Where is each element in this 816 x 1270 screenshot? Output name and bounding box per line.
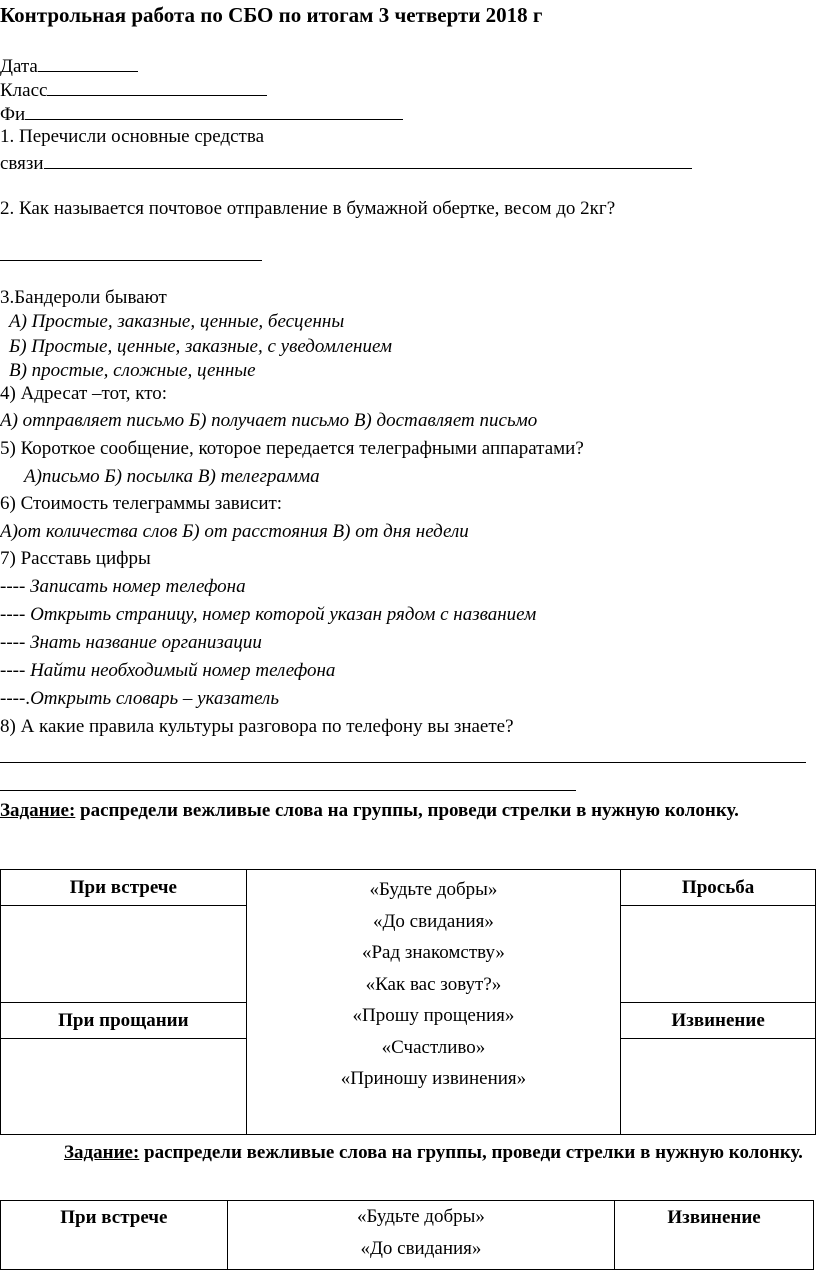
farewell-answer-cell[interactable] — [1, 1039, 247, 1135]
q7-item-text: Знать название организации — [30, 632, 262, 653]
q7-item — [0, 632, 262, 654]
word-item[interactable]: «До свидания» — [360, 1237, 482, 1259]
q7-item-dash[interactable]: ---- — [0, 660, 31, 681]
task1-text: распредели вежливые слова на группы, проведи стрелки в нужную колонку. — [75, 800, 739, 821]
class-field[interactable] — [0, 79, 267, 102]
task2-text: распредели вежливые слова на группы, проведи стрелки в нужную колонку. — [139, 1142, 803, 1163]
q6-text: 6) Стоимость телеграммы зависит: — [0, 493, 283, 514]
task2-table — [0, 1200, 814, 1270]
date-blank[interactable] — [38, 55, 138, 72]
q5-options: А)письмо Б) посылка В) телеграмма — [24, 466, 320, 487]
class-label: Класс — [0, 80, 48, 101]
q3-option-c: В) простые, сложные, ценные — [9, 360, 256, 381]
q7-item — [0, 660, 335, 682]
q7-text: 7) Расставь цифры — [0, 548, 151, 569]
word-item[interactable]: «Как вас зовут?» — [365, 973, 502, 995]
task1-instruction — [0, 796, 814, 826]
q7-item-text: Записать номер телефона — [30, 576, 246, 597]
date-label: Дата — [0, 56, 38, 77]
col-greeting-header: При встрече — [1, 1201, 228, 1270]
q7-item-dash[interactable]: ---- — [0, 604, 31, 625]
q7-item — [0, 576, 246, 598]
greeting-answer-cell[interactable] — [1, 906, 247, 1003]
name-field[interactable] — [0, 103, 403, 126]
date-field[interactable] — [0, 55, 138, 78]
q7-item-text: Открыть страницу, номер которой указан рядом с названием — [30, 604, 537, 625]
q3-option-a: А) Простые, заказные, ценные, бесценны — [9, 311, 345, 332]
q7-item-dash[interactable]: ----. — [0, 688, 31, 709]
words-column — [227, 1201, 614, 1270]
q1-text: 1. Перечисли основные средства — [0, 126, 265, 147]
q4-text: 4) Адресат –тот, кто: — [0, 383, 168, 404]
q7-item — [0, 604, 536, 626]
page-title: Контрольная работа по СБО по итогам 3 четверти 2018 г — [0, 3, 543, 27]
name-blank[interactable] — [25, 103, 403, 120]
q4-options: А) отправляет письмо Б) получает письмо В) доставляет письмо — [0, 410, 538, 431]
q5-text: 5) Короткое сообщение, которое передается телеграфными аппаратами? — [0, 438, 584, 459]
q7-item-dash[interactable]: ---- — [0, 576, 31, 597]
q7-item-dash[interactable]: ---- — [0, 632, 31, 653]
q1-blank[interactable] — [44, 152, 692, 169]
q6-options: А)от количества слов Б) от расстояния В) от дня недели — [0, 521, 469, 542]
q2-text: 2. Как называется почтовое отправление в бумажной обертке, весом до 2кг? — [0, 198, 616, 219]
name-label: Фи — [0, 104, 26, 125]
task1-label: Задание: — [0, 800, 76, 821]
words-column — [246, 870, 620, 1135]
word-item[interactable]: «Приношу извинения» — [340, 1068, 527, 1089]
word-item[interactable]: «Рад знакомству» — [361, 942, 505, 963]
apology-answer-cell[interactable] — [621, 1039, 816, 1135]
q3-option-b: Б) Простые, ценные, заказные, с уведомлением — [9, 336, 393, 357]
q7-item — [0, 688, 279, 710]
word-item[interactable]: «Прошу прощения» — [352, 1005, 515, 1026]
task2-instruction — [0, 1138, 814, 1168]
word-item[interactable]: «До свидания» — [372, 910, 494, 932]
q8-answer-line[interactable] — [0, 790, 576, 791]
q3-text: 3.Бандероли бывают — [0, 287, 167, 308]
q8-text: 8) А какие правила культуры разговора по телефону вы знаете? — [0, 716, 514, 737]
col-request-header: Просьба — [621, 870, 816, 906]
class-blank[interactable] — [47, 79, 267, 96]
q8-answer-line[interactable] — [0, 762, 806, 763]
task2-label: Задание: — [64, 1142, 140, 1163]
word-item[interactable]: «Будьте добры» — [356, 1206, 485, 1227]
q7-item-text: Открыть словарь – указатель — [30, 688, 279, 709]
word-item[interactable]: «Счастливо» — [381, 1036, 486, 1058]
word-item[interactable]: «Будьте добры» — [369, 879, 498, 900]
col-apology-header: Извинение — [621, 1003, 816, 1039]
q1-answer-line[interactable] — [0, 152, 692, 175]
col-farewell-header: При прощании — [1, 1003, 247, 1039]
col-apology-header: Извинение — [615, 1201, 814, 1270]
q1-text-cont: связи — [0, 153, 44, 174]
q7-item-text: Найти необходимый номер телефона — [30, 660, 336, 681]
q2-answer-line[interactable] — [0, 260, 262, 261]
task1-table — [0, 869, 816, 1135]
request-answer-cell[interactable] — [621, 906, 816, 1003]
col-greeting-header: При встрече — [1, 870, 247, 906]
